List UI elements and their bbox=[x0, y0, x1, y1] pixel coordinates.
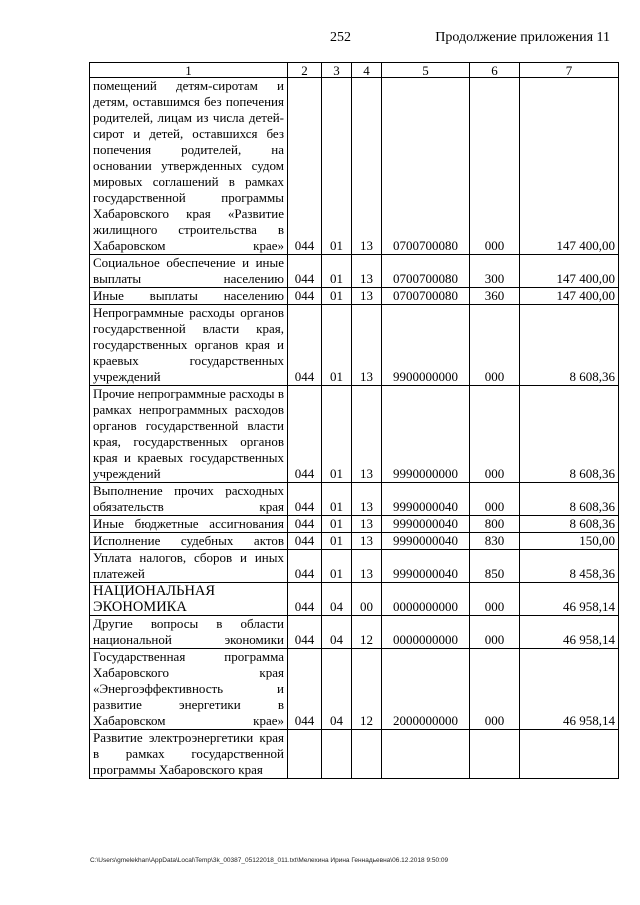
table-row bbox=[90, 305, 619, 386]
admin-code-cell: 044 bbox=[288, 288, 322, 305]
table-row bbox=[90, 255, 619, 288]
amount-cell: 147 400,00 bbox=[520, 288, 619, 305]
amount-cell: 8 608,36 bbox=[520, 305, 619, 386]
amount-cell: 8 608,36 bbox=[520, 483, 619, 516]
expense-type-cell: 000 bbox=[470, 386, 520, 483]
table-row bbox=[90, 386, 619, 483]
target-article-cell: 9990000040 bbox=[382, 533, 470, 550]
target-article-cell: 9990000040 bbox=[382, 550, 470, 583]
amount-cell: 8 458,36 bbox=[520, 550, 619, 583]
row-name-cell: Иные бюджетные ассигнования bbox=[90, 516, 288, 533]
target-article-cell: 9990000040 bbox=[382, 516, 470, 533]
subsection-cell: 13 bbox=[352, 305, 382, 386]
expense-type-cell: 000 bbox=[470, 483, 520, 516]
table-row bbox=[90, 288, 619, 305]
row-name-cell: Прочие непрограммные расходы в рамках непрограммных расходов органов государственной власти края, государственных органов края и краевых государственных учреждений bbox=[90, 386, 288, 483]
target-article-cell: 0700700080 bbox=[382, 255, 470, 288]
row-name-cell: Непрограммные расходы органов государственной власти края, государственных органов края и краевых государственных учреждений bbox=[90, 305, 288, 386]
amount-cell: 46 958,14 bbox=[520, 616, 619, 649]
section-cell: 04 bbox=[322, 649, 352, 730]
table-row bbox=[90, 649, 619, 730]
admin-code-cell: 044 bbox=[288, 550, 322, 583]
subsection-cell: 13 bbox=[352, 255, 382, 288]
table-row bbox=[90, 616, 619, 649]
row-name-cell: Другие вопросы в области национальной экономики bbox=[90, 616, 288, 649]
header-cell: 6 bbox=[470, 63, 520, 78]
target-article-cell: 0700700080 bbox=[382, 288, 470, 305]
target-article-cell: 9900000000 bbox=[382, 305, 470, 386]
subsection-cell: 12 bbox=[352, 616, 382, 649]
expense-type-cell: 000 bbox=[470, 583, 520, 616]
row-name-cell: Уплата налогов, сборов и иных платежей bbox=[90, 550, 288, 583]
admin-code-cell: 044 bbox=[288, 516, 322, 533]
budget-table bbox=[89, 62, 619, 779]
admin-code-cell bbox=[288, 730, 322, 779]
subsection-cell: 13 bbox=[352, 78, 382, 255]
target-article-cell bbox=[382, 730, 470, 779]
page-number: 252 bbox=[330, 30, 351, 45]
table-row bbox=[90, 483, 619, 516]
table-row bbox=[90, 730, 619, 779]
subsection-cell: 13 bbox=[352, 550, 382, 583]
admin-code-cell: 044 bbox=[288, 649, 322, 730]
admin-code-cell: 044 bbox=[288, 386, 322, 483]
table-row bbox=[90, 533, 619, 550]
header-cell: 7 bbox=[520, 63, 619, 78]
row-name-cell: Выполнение прочих расходных обязательств края bbox=[90, 483, 288, 516]
section-cell: 01 bbox=[322, 305, 352, 386]
target-article-cell: 2000000000 bbox=[382, 649, 470, 730]
header-cell: 1 bbox=[90, 63, 288, 78]
row-name-cell: Государственная программа Хабаровского края «Энергоэффективность и развитие энергетики в Хабаровском крае» bbox=[90, 649, 288, 730]
section-cell: 01 bbox=[322, 483, 352, 516]
admin-code-cell: 044 bbox=[288, 483, 322, 516]
footer-path: C:\Users\gmelekhan\AppData\Local\Temp\3k_00387_05122018_011.txt\Мелехина Ирина Геннадьевна\06.12.2018 9:50:09 bbox=[90, 857, 449, 864]
amount-cell bbox=[520, 730, 619, 779]
section-cell: 01 bbox=[322, 78, 352, 255]
target-article-cell: 9990000040 bbox=[382, 483, 470, 516]
row-name-cell: Иные выплаты населению bbox=[90, 288, 288, 305]
expense-type-cell: 830 bbox=[470, 533, 520, 550]
amount-cell: 8 608,36 bbox=[520, 516, 619, 533]
amount-cell: 147 400,00 bbox=[520, 255, 619, 288]
section-cell: 01 bbox=[322, 533, 352, 550]
target-article-cell: 0000000000 bbox=[382, 583, 470, 616]
row-name-cell: Исполнение судебных актов bbox=[90, 533, 288, 550]
expense-type-cell bbox=[470, 730, 520, 779]
table-row bbox=[90, 583, 619, 616]
admin-code-cell: 044 bbox=[288, 616, 322, 649]
section-cell: 04 bbox=[322, 583, 352, 616]
row-name-cell: НАЦИОНАЛЬНАЯ ЭКОНОМИКА bbox=[90, 583, 288, 616]
subsection-cell bbox=[352, 730, 382, 779]
target-article-cell: 9990000000 bbox=[382, 386, 470, 483]
table-row bbox=[90, 550, 619, 583]
header-cell: 5 bbox=[382, 63, 470, 78]
row-name-cell: помещений детям-сиротам и детям, оставшимся без попечения родителей, лицам из числа детей-сирот и детей, оставшихся без попечения родителей, на основании утвержденных судом мировых соглашений в рамках государственной программы Хабаровского края «Развитие жилищного строительства в Хабаровском крае» bbox=[90, 78, 288, 255]
expense-type-cell: 360 bbox=[470, 288, 520, 305]
subsection-cell: 00 bbox=[352, 583, 382, 616]
table-row bbox=[90, 78, 619, 255]
admin-code-cell: 044 bbox=[288, 305, 322, 386]
section-cell: 01 bbox=[322, 386, 352, 483]
section-cell: 01 bbox=[322, 516, 352, 533]
subsection-cell: 13 bbox=[352, 288, 382, 305]
subsection-cell: 13 bbox=[352, 386, 382, 483]
subsection-cell: 13 bbox=[352, 483, 382, 516]
row-name-cell: Социальное обеспечение и иные выплаты населению bbox=[90, 255, 288, 288]
section-cell: 01 bbox=[322, 550, 352, 583]
admin-code-cell: 044 bbox=[288, 533, 322, 550]
subsection-cell: 13 bbox=[352, 516, 382, 533]
amount-cell: 150,00 bbox=[520, 533, 619, 550]
section-cell: 01 bbox=[322, 288, 352, 305]
amount-cell: 46 958,14 bbox=[520, 583, 619, 616]
section-cell bbox=[322, 730, 352, 779]
admin-code-cell: 044 bbox=[288, 78, 322, 255]
section-cell: 04 bbox=[322, 616, 352, 649]
admin-code-cell: 044 bbox=[288, 583, 322, 616]
expense-type-cell: 000 bbox=[470, 78, 520, 255]
expense-type-cell: 300 bbox=[470, 255, 520, 288]
section-cell: 01 bbox=[322, 255, 352, 288]
expense-type-cell: 000 bbox=[470, 649, 520, 730]
header-cell: 2 bbox=[288, 63, 322, 78]
table-header-row bbox=[90, 63, 619, 78]
subsection-cell: 12 bbox=[352, 649, 382, 730]
expense-type-cell: 800 bbox=[470, 516, 520, 533]
target-article-cell: 0700700080 bbox=[382, 78, 470, 255]
admin-code-cell: 044 bbox=[288, 255, 322, 288]
expense-type-cell: 000 bbox=[470, 305, 520, 386]
expense-type-cell: 000 bbox=[470, 616, 520, 649]
expense-type-cell: 850 bbox=[470, 550, 520, 583]
amount-cell: 46 958,14 bbox=[520, 649, 619, 730]
table-row bbox=[90, 516, 619, 533]
target-article-cell: 0000000000 bbox=[382, 616, 470, 649]
header-note: Продолжение приложения 11 bbox=[435, 30, 610, 45]
header-cell: 3 bbox=[322, 63, 352, 78]
header-cell: 4 bbox=[352, 63, 382, 78]
amount-cell: 8 608,36 bbox=[520, 386, 619, 483]
subsection-cell: 13 bbox=[352, 533, 382, 550]
row-name-cell: Развитие электроэнергетики края в рамках государственной программы Хабаровского края bbox=[90, 730, 288, 779]
amount-cell: 147 400,00 bbox=[520, 78, 619, 255]
